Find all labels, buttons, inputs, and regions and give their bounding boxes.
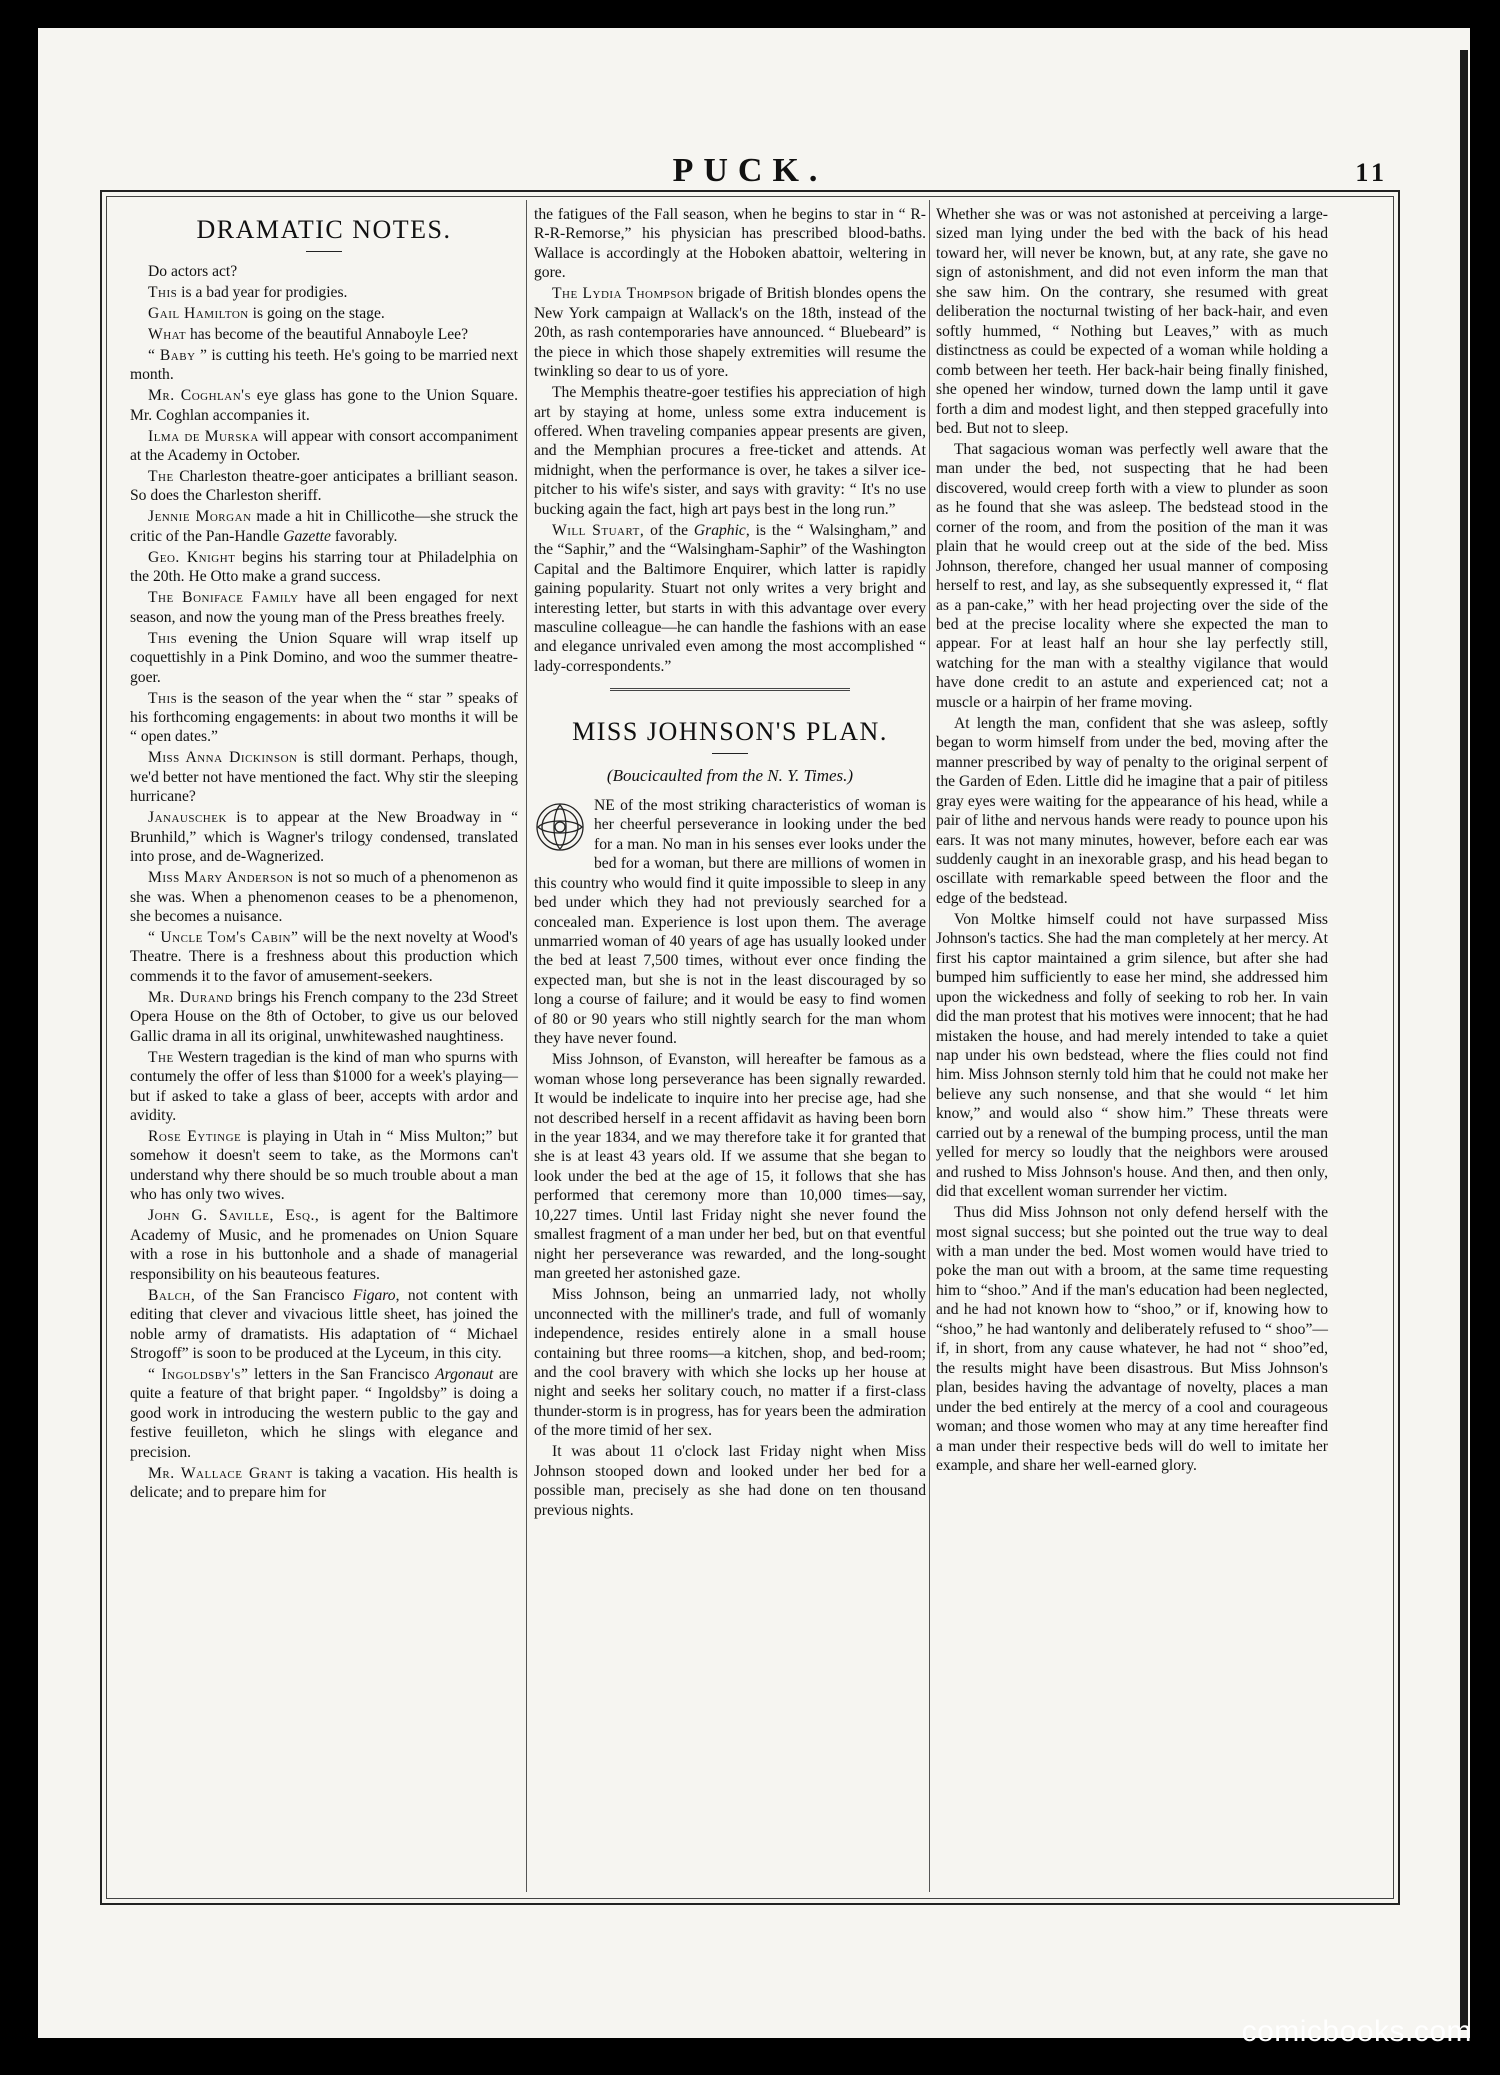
heading-dash xyxy=(712,753,748,754)
paragraph xyxy=(130,427,518,466)
paragraph xyxy=(936,910,1328,1202)
paragraph-lead: This xyxy=(148,283,178,301)
paragraph xyxy=(534,1442,926,1520)
paragraph xyxy=(534,521,926,677)
paragraph-list xyxy=(936,205,1328,1475)
paragraph-lead: Will Stuart, xyxy=(552,521,645,539)
heading-dash xyxy=(306,251,342,252)
paragraph-text-tail: , not content with editing that clever and vivacious little sheet, has joined the noble army of dramatists. His adaptation of “ Michael Strogoff” is soon to be produced at the Lyceum, in this city. xyxy=(130,1286,518,1362)
publication-title: Graphic xyxy=(693,521,746,539)
paragraph-lead: Rose Eytinge xyxy=(148,1127,242,1145)
masthead xyxy=(100,152,1400,192)
paragraph xyxy=(130,1048,518,1126)
paragraph-text: The Memphis theatre-goer testifies his appreciation of high art by staying at home, unless some extra inducement is offered. When traveling companies appear presents are given, and the Memphian procures a free-ticket and attends. At midnight, when the performance is over, he takes a silver ice-pitcher to his wife's sister, and says with gravity: “ It's no use bucking again the fact, high art pays best in the long run.” xyxy=(534,384,926,518)
article-heading-dramatic-notes: DRAMATIC NOTES. xyxy=(196,215,452,244)
paragraph-text: It was about 11 o'clock last Friday night when Miss Johnson stooped down and looked under her bed for a possible man, precisely as she had done on ten thousand previous nights. xyxy=(534,1443,926,1519)
paragraph-lead: This xyxy=(148,629,178,647)
paragraph-text: NE of the most striking characteristics of woman is her cheerful perseverance in looking under the bed for a man. No man in his senses ever looks under the bed for a woman, but there are millions of women in this country who would find it quite impossible to sleep in any bed under which they had not previously searched for a concealed man. Experience is lost upon them. The average unmarried woman of 40 years of age has usually looked under the bed at least 7,500 times, without ever once finding the expected man, but she is not in the least discouraged by so long a course of failure; and it would be easy to find women of 80 or 90 years who still nightly search for the man whom they have never found. xyxy=(534,796,926,1048)
publication-title: Figaro xyxy=(352,1286,396,1304)
paragraph-text: is agent for the Baltimore Academy of Music, and he promenades on Union Square with a rose in his buttonhole and a shade of managerial responsibility on his beauteous features. xyxy=(130,1207,518,1283)
paragraph xyxy=(130,283,518,302)
paragraph-lead: Ilma de Murska xyxy=(148,427,259,445)
paragraph-text-tail: , is the “ Walsingham,” and the “Saphir,” and the “Walsingham-Saphir” of the Washington Capital and the Baltimore Enquirer, which latter is rapidly gaining popularity. Stuart not only writes a very bright and interesting letter, but starts in with this advantage over every masculine colleague—he can handle the fashions with an ease and elegance unrivaled even among the most accomplished “ lady-correspondents.” xyxy=(534,521,926,675)
paragraph-lead: Miss Anna Dickinson xyxy=(148,749,298,767)
paragraph xyxy=(534,1285,926,1441)
paragraph-text: has become of the beautiful Annaboyle Lee? xyxy=(186,325,468,343)
paragraph xyxy=(936,440,1328,712)
paragraph xyxy=(130,1286,518,1364)
paragraph-text-tail: favorably. xyxy=(330,527,398,545)
article-heading-miss-johnsons-plan: MISS JOHNSON'S PLAN. xyxy=(572,717,888,747)
paragraph-text: Thus did Miss Johnson not only defend herself with the most signal success; but she pointed out the true way to deal with a man under the bed. Most women would have tried to poke the man out with a broom, at the same time requesting him to “shoo.” And if the man's education had been neglected, and he had not known how to “shoo,” or if, knowing how to “shoo,” he had wantonly and deliberately refused to “ shoo”—if, in short, from any cause whatever, he had not “ shoo”ed, the results might have been disastrous. But Miss Johnson's plan, besides having the advantage of novelty, places a man under the bed entirely at the mercy of a cool and courageous woman; and those women who may at any time hereafter find a man under their respective beds will do well to imitate her example, and share her well-earned glory. xyxy=(936,1204,1328,1474)
paragraph-text: letters in the San Francisco xyxy=(248,1365,436,1383)
paragraph xyxy=(130,1365,518,1462)
paragraph-lead: Janauschek xyxy=(148,809,227,827)
column-rule xyxy=(526,200,527,1892)
paragraph-list xyxy=(534,205,926,676)
paragraph-text: Whether she was or was not astonished at perceiving a large-sized man lying under the bed with the back of his head toward her, will never be known, but, at any rate, she gave no sign of astonishment, and did not even inform the man that she saw him. On the contrary, she resumed with great deliberation the nocturnal twisting of her back-hair, and even softly hummed, “ Nothing but Leaves,” with as much distinctness as could be expected of a woman while holding a comb between her teeth. Her back-hair being finally finished, she opened her window, turned down the lamp until it gave forth a dim and modest light, and then stepped gracefully into bed. But not to sleep. xyxy=(936,206,1328,437)
paragraph-text: Western tragedian is the kind of man who spurns with contumely the offer of less than $1000 for a week's playing—but if asked to take a glass of beer, accepts with ardor and avidity. xyxy=(130,1048,518,1125)
paragraph xyxy=(534,1050,926,1283)
paragraph xyxy=(130,346,518,385)
paragraph-text: made a hit in Chillicothe—she struck the critic of the Pan-Handle xyxy=(130,508,519,545)
paragraph-lead: What xyxy=(148,325,187,343)
paragraph-text: evening the Union Square will wrap itself up coquettishly in a Pink Domino, and woo the summer theatre-goer. xyxy=(130,629,518,686)
paragraph xyxy=(130,1127,518,1205)
paragraph-text: have all been engaged for next season, and now the young man of the Press breathes freely. xyxy=(130,589,518,626)
section-separator xyxy=(610,688,850,691)
column-right xyxy=(936,205,1328,1475)
paragraph-text: eye glass has gone to the Union Square. Mr. Coghlan accompanies it. xyxy=(130,387,518,424)
paragraph xyxy=(130,548,518,587)
paragraph-text: is not so much of a phenomenon as she was. When a phenomenon ceases to be a phenomenon, she becomes a nuisance. xyxy=(130,869,518,925)
paragraph-text: brings his French company to the 23d Street Opera House on the 8th of October, to give us our beloved Gallic drama in all its original, unwhitewashed naughtiness. xyxy=(130,988,518,1045)
column-dramatic-notes xyxy=(130,205,518,1503)
paragraph xyxy=(130,988,518,1046)
paragraph xyxy=(130,262,518,281)
paragraph-text: the fatigues of the Fall season, when he begins to star in “ R-R-R-Remorse,” his physician has prescribed blood-baths. Wallace is accordingly at the Hoboken abattoir, weltering in gore. xyxy=(534,206,926,282)
paragraph xyxy=(130,748,518,806)
paragraph-text: At length the man, confident that she was asleep, softly began to worm himself from under the bed, moving after the manner prescribed by way of penalty to the original serpent of the Garden of Eden. Little did he imagine that a pair of pitiless gray eyes were waiting for the appearance of his head, while a pair of lithe and nervous hands were ready to pounce upon his ears. It was not many minutes, however, before each ear was suddenly caught in an inexorable grasp, and his head began to oscillate with remarkable speed between the floor and the edge of the bedstead. xyxy=(936,714,1328,907)
paragraph-text: is still dormant. Perhaps, though, we'd better not have mentioned the fact. Why stir the sleeping hurricane? xyxy=(130,749,518,806)
paragraph xyxy=(936,205,1328,438)
page-number: 11 xyxy=(1355,158,1388,187)
paragraph-lead: Mr. Durand xyxy=(148,988,234,1006)
column-middle xyxy=(534,205,926,1520)
paragraph-text: is going on the stage. xyxy=(248,304,385,322)
paragraph-lead: Jennie Morgan xyxy=(148,508,252,526)
paragraph-lead: Gail Hamilton xyxy=(148,304,249,322)
paragraph xyxy=(130,1464,518,1503)
paragraph-text: of the San Francisco xyxy=(195,1286,353,1304)
paragraph-text: is to appear at the New Broadway in “ Brunhild,” which is Wagner's trilogy condensed, translated into prose, and de-Wagnerized. xyxy=(130,809,518,866)
paragraph-lead: Mr. Coghlan's xyxy=(148,387,252,405)
watermark: comicbooks.com xyxy=(1241,2015,1472,2048)
paragraph-lead: The Lydia Thompson xyxy=(552,285,694,303)
paragraph-lead: “ Ingoldsby's” xyxy=(148,1365,249,1383)
paragraph xyxy=(130,1206,518,1284)
paragraph-text: That sagacious woman was perfectly well aware that the man under the bed, not suspecting that he had been discovered, would creep forth with a view to plunder as soon as he found that she was asleep. The bedstead stood in the corner of the room, and from the position of the man it was plain that he would creep out at the side of the bed. Miss Johnson, therefore, changed her usual manner of composing herself to rest, and lay, as she subsequently expressed it, “ flat as a pan-cake,” with her head projecting over the side of the bed at the precise locality where she expected the man to appear. For at least half an hour she lay perfectly still, watching for the man with a stealthy vigilance that would have done credit to an astute and experienced cat; not a muscle or a hairpin of her frame moving. xyxy=(936,440,1328,711)
publication-title: Gazette xyxy=(283,527,331,545)
paragraph-text-tail: are quite a feature of that bright paper. “ Ingoldsby” is doing a good work in introducing the western public to the gay and festive feuilleton, which he slings with elegance and precision. xyxy=(130,1365,518,1461)
paragraph-lead: “ Uncle Tom's Cabin” xyxy=(148,928,299,946)
paragraph xyxy=(130,808,518,866)
paragraph xyxy=(534,205,926,283)
paragraph-text: is playing in Utah in “ Miss Multon;” but somehow it doesn't seem to take, as the Mormons can't understand why there should be so much trouble about a man who has only two wives. xyxy=(130,1127,518,1204)
paragraph xyxy=(534,796,926,1049)
paragraph-text: begins his starring tour at Philadelphia on the 20th. He Otto make a grand success. xyxy=(130,548,518,586)
paragraph-text: is the season of the year when the “ star ” speaks of his forthcoming engagements: in about two months it will be “ open dates.” xyxy=(130,689,518,746)
paragraph-lead: Balch, xyxy=(148,1286,196,1304)
paragraph-lead: Mr. Wallace Grant xyxy=(148,1464,293,1482)
paragraph xyxy=(130,304,518,323)
paragraph-lead: The xyxy=(148,468,174,486)
paragraph xyxy=(130,507,518,546)
paragraph-text: of the xyxy=(644,521,694,539)
paragraph-text: is cutting his teeth. He's going to be married next month. xyxy=(130,346,519,384)
paragraph-text: is a bad year for prodigies. xyxy=(177,283,348,301)
paragraph xyxy=(130,629,518,687)
masthead-title: PUCK. xyxy=(672,152,828,189)
paragraph-lead: John G. Saville, Esq., xyxy=(148,1207,320,1225)
paragraph-text: Do actors act? xyxy=(148,263,238,280)
paragraph-list xyxy=(534,796,926,1520)
paragraph-text: Charleston theatre-goer anticipates a brilliant season. So does the Charleston sheriff. xyxy=(130,468,518,505)
paragraph xyxy=(130,467,518,506)
paragraph xyxy=(130,928,518,986)
paragraph-text: Miss Johnson, being an unmarried lady, not wholly unconnected with the milliner's trade, and full of womanly independence, resides entirely alone in a small house containing but three rooms—a kitchen, shop, and bed-room; and the cool bravery with which she locks up her house at night and seeks her solitary couch, no matter if a first-class thunder-storm is in progress, has for years been the admiration of the more timid of her sex. xyxy=(534,1286,926,1440)
paragraph-lead: The xyxy=(148,1048,174,1066)
paragraph xyxy=(534,383,926,519)
ornamental-dropcap xyxy=(534,799,586,857)
paragraph-text: will be the next novelty at Wood's Theatre. There is a freshness about this production which commends it to the favor of amusement-seekers. xyxy=(130,928,519,985)
article-byline: (Boucicaulted from the N. Y. Times.) xyxy=(606,766,854,786)
paragraph-text: will appear with consort accompaniment at the Academy in October. xyxy=(130,427,519,465)
paragraph-lead: This xyxy=(148,689,178,707)
paragraph xyxy=(936,1203,1328,1475)
paragraph xyxy=(130,325,518,344)
paragraph-lead: “ Baby ” xyxy=(148,346,208,364)
paragraph xyxy=(534,284,926,381)
paragraph-lead: The Boniface Family xyxy=(148,589,299,607)
page-edge-shadow xyxy=(1460,50,1468,2030)
paragraph xyxy=(130,868,518,926)
paragraph-text: brigade of British blondes opens the New York campaign at Wallack's on the 18th, instead of the 20th, as rash contemporaries have announced. “ Bluebeard” is the piece in which those shapely extremities will resume the twinkling so dear to us of yore. xyxy=(534,285,926,381)
paragraph xyxy=(936,714,1328,909)
paragraph xyxy=(130,386,518,425)
publication-title: Argonaut xyxy=(435,1365,494,1383)
column-rule xyxy=(929,200,930,1892)
paragraph-list xyxy=(130,262,518,1503)
paragraph xyxy=(130,588,518,627)
paragraph-lead: Miss Mary Anderson xyxy=(148,869,294,887)
paragraph-text: is taking a vacation. His health is delicate; and to prepare him for xyxy=(130,1464,518,1502)
paragraph-text: Von Moltke himself could not have surpassed Miss Johnson's tactics. She had the man completely at her mercy. At first his captor maintained a grim silence, but after she had bumped him sufficiently to ease her mind, she addressed him upon the wickedness and folly of seeking to rob her. In vain did the man protest that his motives were innocent; that he had mistaken the house, and had merely intended to take a quiet nap under his own bedstead, where the flies could not find him. Miss Johnson sternly told him that he could not make her believe any such nonsense, and that she would “ let him know,” and would also “ show him.” These threats were carried out by a renewal of the bumping process, until the man yelled for mercy so loudly that the neighbors were aroused and rushed to Miss Johnson's house. And then, and then only, did that excellent woman surrender her victim. xyxy=(936,910,1328,1201)
paragraph xyxy=(130,689,518,747)
paragraph-text: Miss Johnson, of Evanston, will hereafter be famous as a woman whose long perseverance has been signally rewarded. It would be indelicate to inquire into her precise age, had she not described herself in a recent affidavit as having been born in the year 1834, and we may therefore take it for granted that she is at least 43 years old. If we assume that she began to look under the bed at the age of 15, it follows that she has performed that ceremony more than 10,000 times—say, 10,227 times. Until last Friday night she never found the smallest fragment of a man under her bed, but on that eventful night her perseverance was rewarded, and the long-sought man greeted her astonished gaze. xyxy=(534,1051,926,1283)
paragraph-lead: Geo. Knight xyxy=(148,548,236,566)
